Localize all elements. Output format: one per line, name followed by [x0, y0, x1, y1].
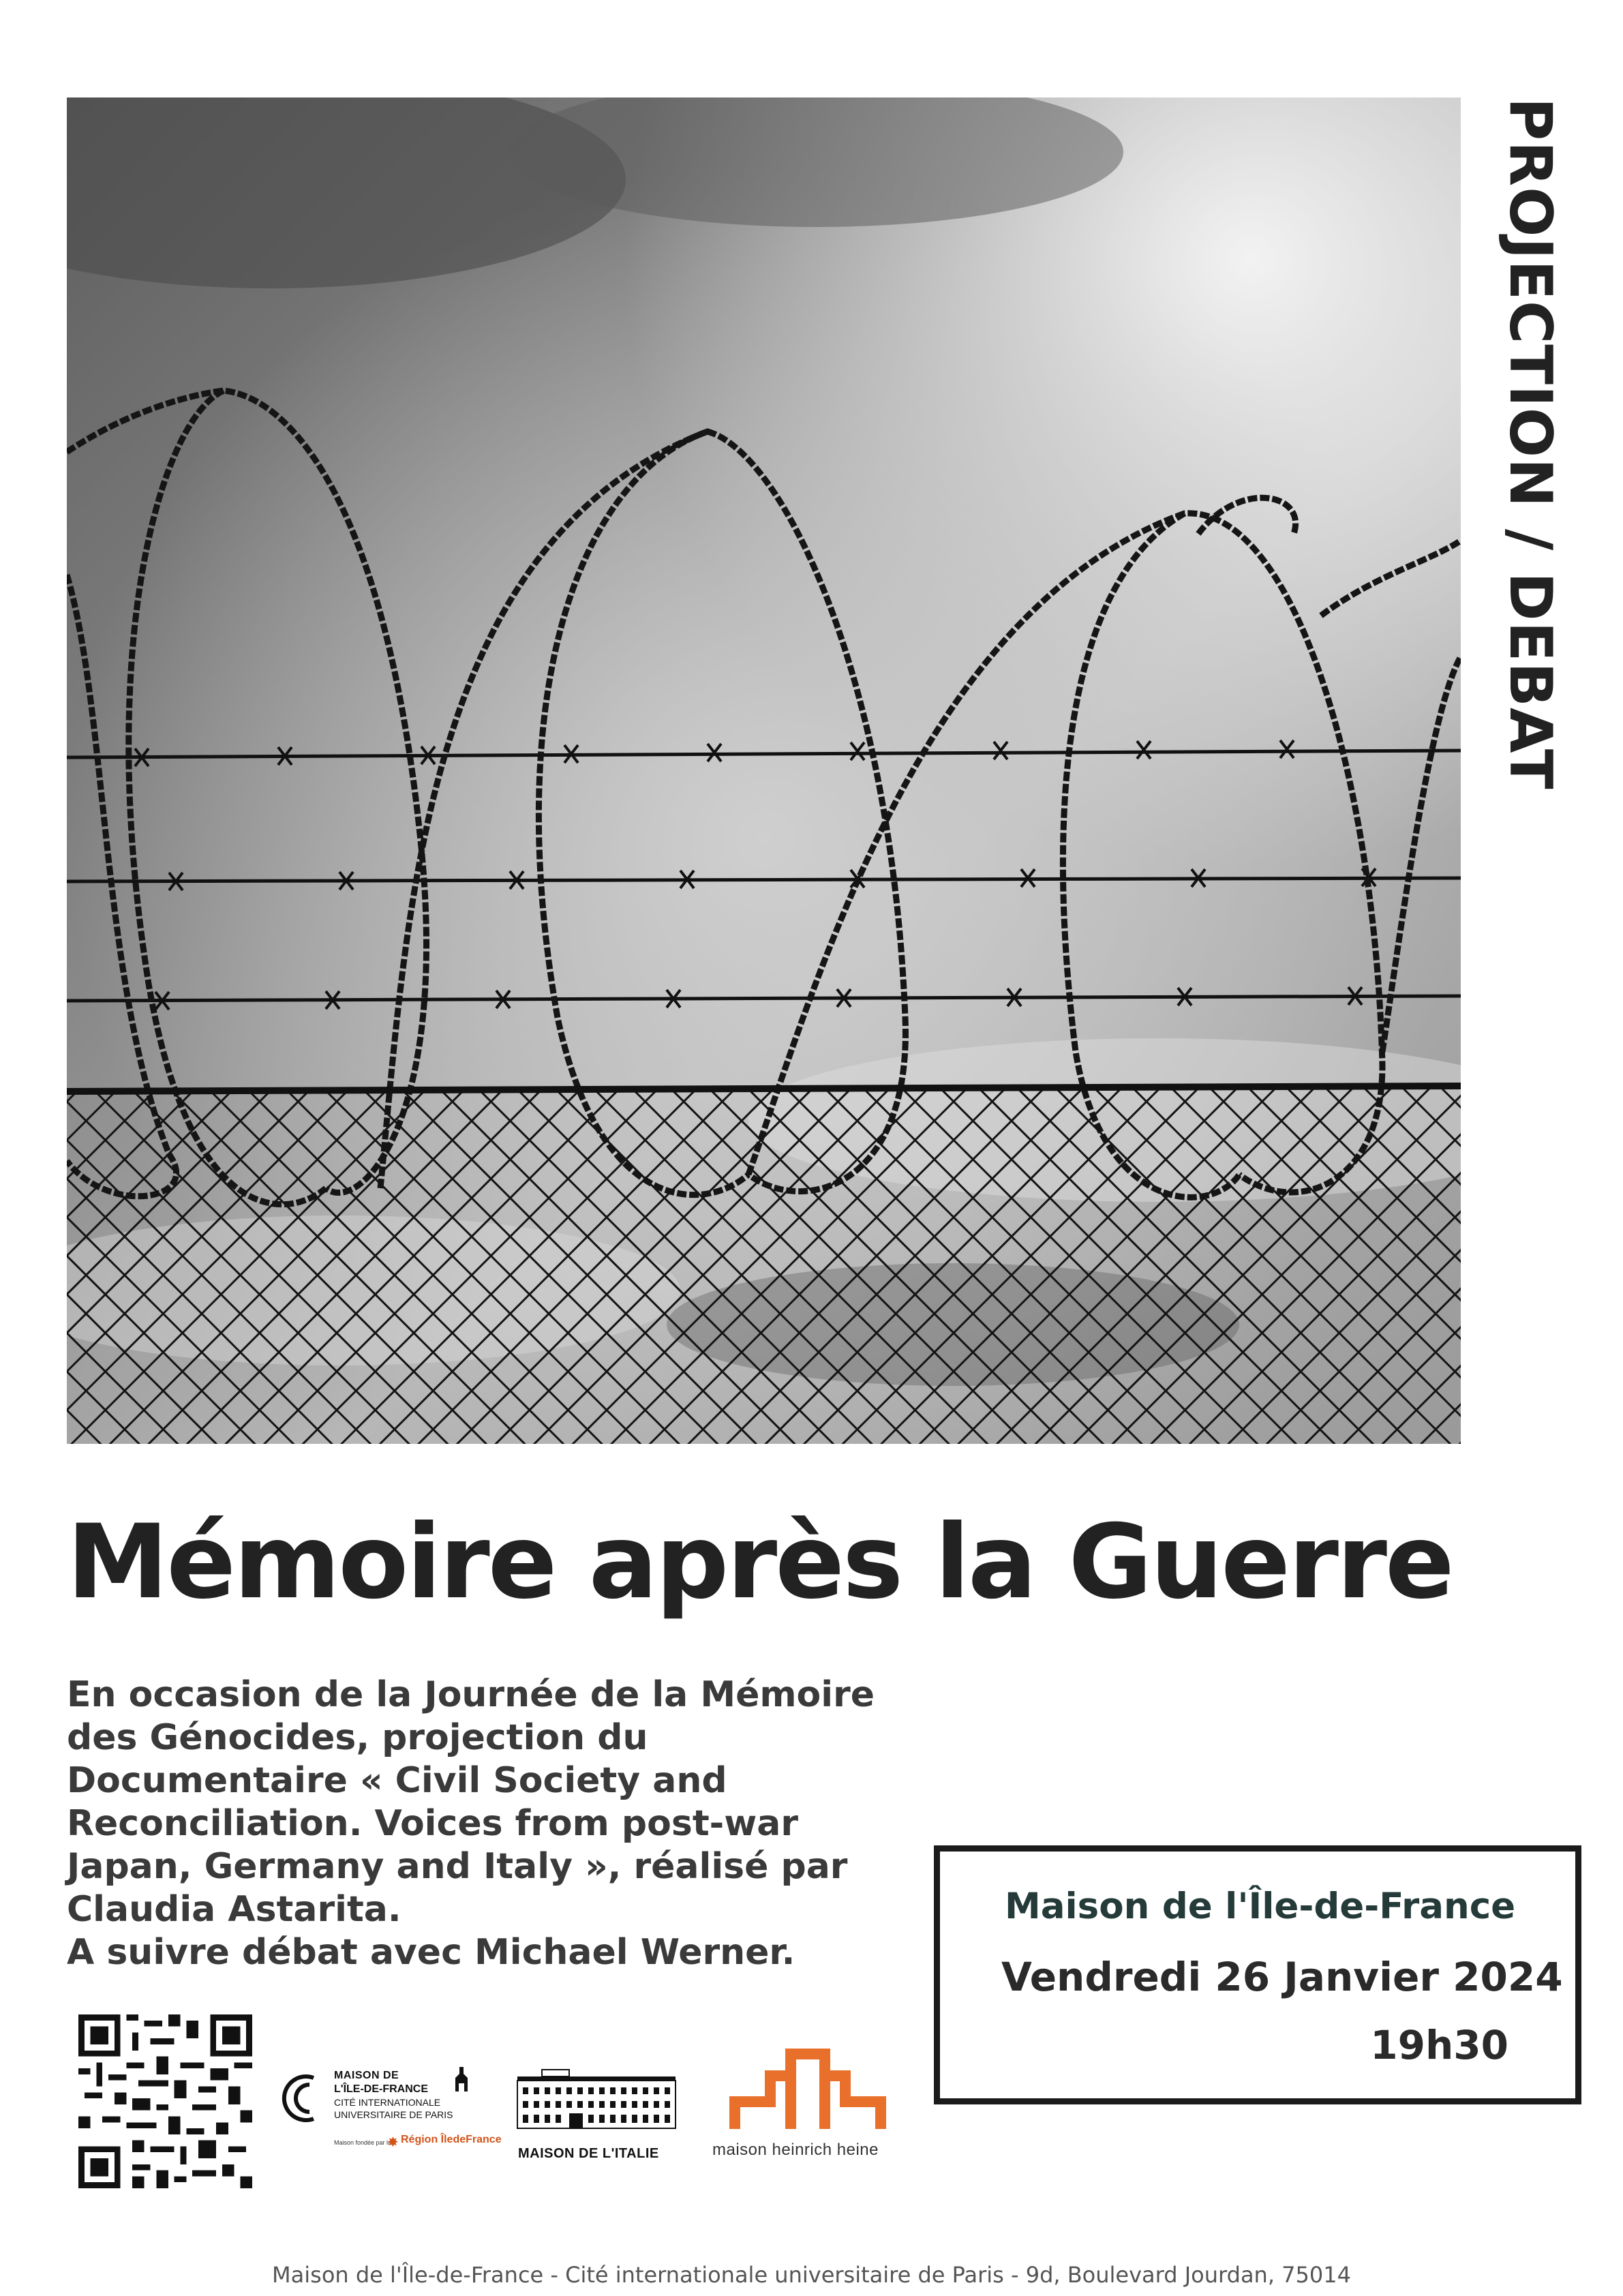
- cite-c-icon: [279, 2071, 319, 2126]
- building-icon: [515, 2066, 678, 2134]
- mif-name-line: MAISON DE: [334, 2070, 399, 2081]
- mif-name-line: L'ÎLE-DE-FRANCE: [334, 2083, 429, 2095]
- event-location: Maison de l'Île-de-France: [1005, 1886, 1516, 1927]
- maison-heine-label: maison heinrich heine: [712, 2141, 879, 2159]
- description-line: A suivre débat avec Michael Werner.: [67, 1932, 795, 1973]
- figure-icon: [451, 2066, 472, 2093]
- event-description: [67, 1674, 953, 1974]
- description-line: des Génocides, projection du: [67, 1717, 648, 1758]
- event-date: Vendredi 26 Janvier 2024: [1001, 1954, 1563, 2000]
- description-line: Documentaire « Civil Society and: [67, 1760, 727, 1801]
- footer-address: Maison de l'Île-de-France - Cité internationale universitaire de Paris - 9d, Boulevard Jourdan, 75014: [272, 2262, 1351, 2288]
- mif-cite-line: CITÉ INTERNATIONALE: [334, 2097, 441, 2108]
- description-line: En occasion de la Journée de la Mémoire: [67, 1674, 875, 1715]
- vertical-label: [1489, 97, 1571, 834]
- vertical-label-text: PROJECTION / DEBAT: [1496, 97, 1564, 790]
- event-time: 19h30: [1370, 2022, 1508, 2068]
- qr-code[interactable]: [78, 2014, 252, 2188]
- event-title: Mémoire après la Guerre: [67, 1503, 1453, 1622]
- maison-ile-de-france-logo: [279, 2066, 502, 2168]
- mif-cite-line: UNIVERSITAIRE DE PARIS: [334, 2109, 453, 2120]
- maison-italie-logo: [515, 2066, 692, 2175]
- maison-heinrich-heine-logo: [709, 2045, 907, 2175]
- region-star-icon: ✸: [387, 2135, 399, 2150]
- mif-founded-by: Maison fondée par la: [334, 2139, 392, 2146]
- maison-italie-label: MAISON DE L'ITALIE: [518, 2146, 659, 2161]
- heine-mark-icon: [729, 2049, 886, 2130]
- description-line: Japan, Germany and Italy », réalisé par: [67, 1846, 848, 1887]
- event-info-box: [934, 1845, 1581, 2104]
- region-name: Région ÎledeFrance: [401, 2134, 502, 2145]
- barbed-wire-photo: [67, 97, 1461, 1444]
- description-line: Reconciliation. Voices from post-war: [67, 1803, 799, 1844]
- description-line: Claudia Astarita.: [67, 1889, 401, 1930]
